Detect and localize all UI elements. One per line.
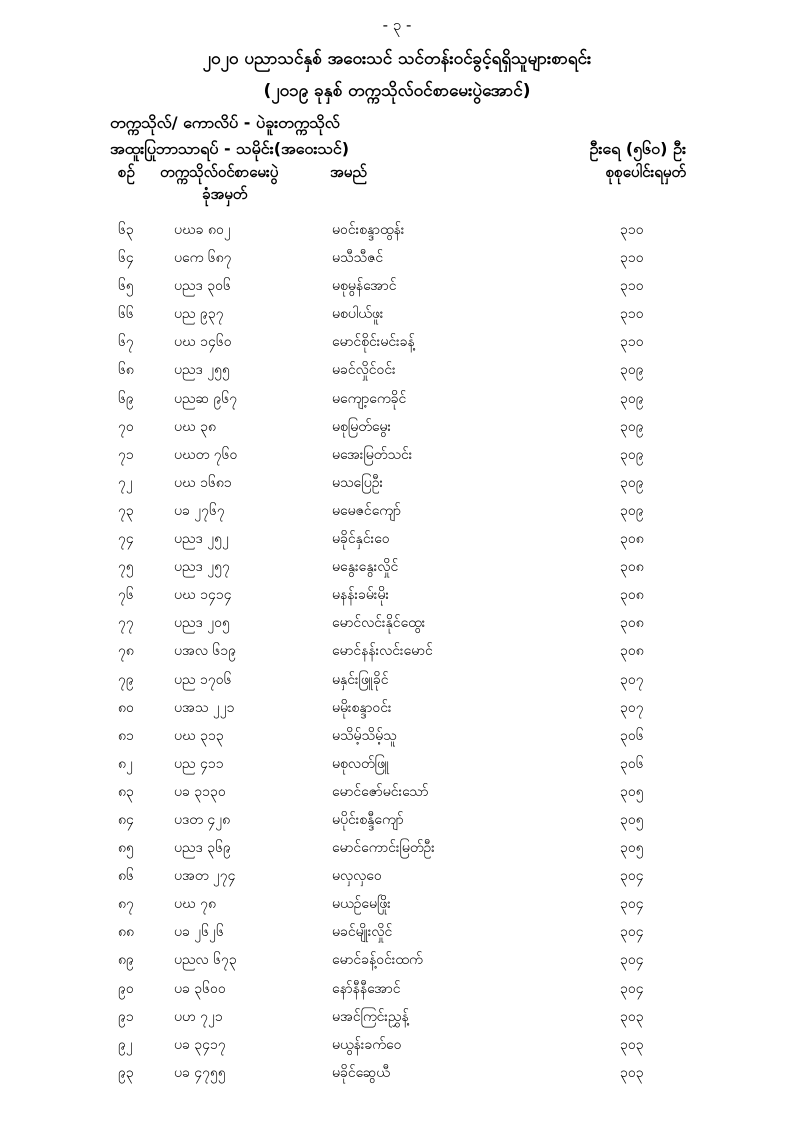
- total-marks: ၃၀၉: [620, 390, 644, 407]
- table-row: [0, 722, 794, 750]
- student-name: မောင်ကောင်းမြတ်ဦး: [332, 840, 435, 857]
- roll-number: ပည ၄၁၁: [174, 755, 224, 772]
- column-header-roll: တက္ကသိုလ်ဝင်စာမေးပွဲ: [160, 163, 279, 181]
- table-row: [0, 609, 794, 637]
- table-row: [0, 244, 794, 272]
- roll-number: ပညဒ ၃၀၆: [174, 278, 231, 295]
- student-name: မစုလတ်ဖြူ: [332, 755, 390, 772]
- column-header-no: စဉ်: [118, 163, 135, 181]
- row-number: ၈၀: [118, 699, 134, 716]
- roll-number: ပဒတ ၄၂၈: [174, 811, 231, 828]
- row-number: ၇၇: [118, 615, 134, 632]
- column-header-roll-sub: ခုံအမှတ်: [202, 185, 248, 203]
- roll-number: ပညဒ ၃၆၉: [174, 840, 231, 857]
- row-number: ၆၇: [118, 334, 134, 351]
- row-number: ၈၈: [118, 924, 134, 941]
- roll-number: ပအသ ၂၂၁: [174, 699, 235, 716]
- student-name: မစပါယ်ဖူး: [332, 306, 384, 323]
- roll-number: ပညဒ ၂၅၇: [174, 559, 230, 576]
- roll-number: ပဃ ၁၄၁၄: [174, 587, 232, 604]
- student-name: မောင်ဇော်မင်းသော်: [332, 783, 429, 800]
- total-marks: ၃၀၉: [620, 446, 644, 463]
- roll-number: ပအလ ၆၁၉: [174, 643, 237, 660]
- total-marks: ၃၀၅: [620, 783, 644, 800]
- row-number: ၆၅: [118, 278, 134, 295]
- total-marks: ၃၁၀: [620, 250, 644, 267]
- roll-number: ပညဒ ၂၀၅: [174, 615, 230, 632]
- table-row: [0, 497, 794, 525]
- row-number: ၇၀: [118, 418, 134, 435]
- row-number: ၈၂: [118, 755, 133, 772]
- total-marks: ၃၀၄: [620, 868, 644, 885]
- row-number: ၈၉: [118, 952, 134, 969]
- table-row: [0, 694, 794, 722]
- row-number: ၇၆: [118, 587, 134, 604]
- student-name: မခိုင်ဆွေယီ: [332, 1064, 390, 1081]
- student-name: မစုမွန်အောင်: [332, 278, 397, 295]
- student-name: မနွေးနွေးလှိုင်: [332, 559, 399, 576]
- total-marks: ၃၀၇: [620, 671, 644, 688]
- student-name: မကျော့ကေခိုင်: [332, 390, 407, 407]
- total-marks: ၃၁၀: [620, 278, 644, 295]
- university-line: တက္ကသိုလ်/ ကောလိပ် - ပဲခူးတက္ကသိုလ်: [110, 113, 340, 132]
- total-marks: ၃၀၄: [620, 980, 644, 997]
- major-line: အထူးပြုဘာသာရပ် - သမိုင်း(အဝေးသင်): [110, 139, 350, 158]
- roll-number: ပဃ ၁၆၈၁: [174, 474, 232, 491]
- table-row: [0, 581, 794, 609]
- table-row: [0, 328, 794, 356]
- total-marks: ၃၀၃: [620, 1008, 644, 1025]
- row-number: ၉၀: [118, 980, 134, 997]
- student-name: မောင်စိုင်းမင်းခန့်: [332, 334, 415, 351]
- roll-number: ပည ၁၇၀၆: [174, 671, 232, 688]
- total-marks: ၃၀၉: [620, 474, 644, 491]
- student-name: မအေးမြတ်သင်း: [332, 446, 413, 463]
- table-row: [0, 469, 794, 497]
- table-row: [0, 975, 794, 1003]
- table-row: [0, 300, 794, 328]
- total-marks: ၃၀၈: [620, 643, 644, 660]
- roll-number: ပခ ၃၆၀၀: [174, 980, 226, 997]
- table-row: [0, 356, 794, 384]
- student-name: မယွန်းခက်ဝေ: [332, 1036, 402, 1053]
- total-marks: ၃၀၆: [620, 727, 644, 744]
- total-marks: ၃၀၃: [620, 1064, 644, 1081]
- student-name: မခင်မျိုးလှိုင်: [332, 924, 393, 941]
- student-name: မသပြေဦး: [332, 474, 384, 491]
- total-marks: ၃၀၇: [620, 699, 644, 716]
- row-number: ၈၅: [118, 840, 134, 857]
- table-row: [0, 890, 794, 918]
- total-marks: ၃၀၄: [620, 924, 644, 941]
- student-name: မပိုင်းစန္ဒီကျော်: [332, 811, 404, 828]
- roll-number: ပခ ၂၇၆၇: [174, 502, 225, 519]
- roll-number: ပခ ၄၇၅၅: [174, 1064, 226, 1081]
- total-marks: ၃၀၅: [620, 811, 644, 828]
- roll-number: ပဃ ၇၈: [174, 896, 216, 913]
- table-row: [0, 216, 794, 244]
- roll-number: ပညဒ ၂၅၂: [174, 531, 229, 548]
- row-number: ၇၅: [118, 559, 134, 576]
- row-number: ၇၃: [118, 502, 134, 519]
- row-number: ၈၄: [118, 811, 134, 828]
- student-name: နော်နီနီအောင်: [332, 980, 401, 997]
- roll-number: ပခ ၃၄၁၇: [174, 1036, 226, 1053]
- total-marks: ၃၀၈: [620, 531, 644, 548]
- row-number: ၈၃: [118, 783, 134, 800]
- roll-number: ပညဒ ၂၅၅: [174, 362, 230, 379]
- student-name: မမေဇင်ကျော်: [332, 502, 401, 519]
- table-row: [0, 413, 794, 441]
- roll-number: ပအတ ၂၇၄: [174, 868, 236, 885]
- row-number: ၇၄: [118, 531, 134, 548]
- row-number: ၉၁: [118, 1008, 134, 1025]
- roll-number: ပဃခ ၈၀၂: [174, 222, 231, 238]
- total-marks: ၃၀၈: [620, 587, 644, 604]
- total-marks: ၃၀၈: [620, 559, 644, 576]
- total-marks: ၃၀၆: [620, 755, 644, 772]
- row-number: ၈၆: [118, 868, 134, 885]
- roll-number: ပဃ ၁၄၆၀: [174, 334, 232, 351]
- roll-number: ပခ ၃၁၃၀: [174, 783, 226, 800]
- total-marks: ၃၀၄: [620, 896, 644, 913]
- student-name: မလှလှဝေ: [332, 868, 382, 885]
- table-row: [0, 862, 794, 890]
- student-name: မသိမ့်သိမ့်သူ: [332, 727, 397, 744]
- student-name: မနန်းခမ်းမိုး: [332, 587, 390, 604]
- student-name: မယဉ်မေဖြိုး: [332, 896, 391, 913]
- student-name: မစုမြတ်မွေး: [332, 418, 392, 435]
- table-row: [0, 385, 794, 413]
- table-row: [0, 1059, 794, 1087]
- total-marks: ၃၀၄: [620, 952, 644, 969]
- table-row: [0, 441, 794, 469]
- table-row: [0, 806, 794, 834]
- page-number: - ၃ -: [382, 16, 412, 34]
- row-number: ၇၉: [118, 671, 134, 688]
- document-title: ၂၀၂၀ ပညာသင်နှစ် အဝေးသင် သင်တန်းဝင်ခွင့်ရရှိသူများစာရင်း: [202, 49, 592, 69]
- student-name: မအင်ကြင်းညွှန့်: [332, 1008, 409, 1025]
- total-marks: ၃၀၅: [620, 840, 644, 857]
- table-row: [0, 750, 794, 778]
- row-number: ၉၂: [118, 1036, 133, 1053]
- row-number: ၈၇: [118, 896, 134, 913]
- row-number: ၆၆: [118, 306, 134, 323]
- total-marks: ၃၀၉: [620, 502, 644, 519]
- row-number: ၆၄: [118, 250, 134, 267]
- roll-number: ပညဆ ၉၆၇: [174, 390, 238, 407]
- roll-number: ပည ၉၃၇: [174, 306, 224, 323]
- roll-number: ပကေ ၆၈၇: [174, 250, 232, 267]
- roll-number: ပဃ ၃၁၃: [174, 727, 224, 744]
- table-row: [0, 666, 794, 694]
- total-count: ဦးရေ (၅၆၀) ဦး: [589, 139, 686, 158]
- row-number: ၆၉: [118, 390, 134, 407]
- table-row: [0, 834, 794, 862]
- student-name: မဝင်းစန္ဒာထွန်း: [332, 222, 405, 238]
- student-name: မခင်လှိုင်ဝင်း: [332, 362, 396, 379]
- student-name: မမိုးစန္ဒာဝင်း: [332, 699, 392, 716]
- student-name: မသီသီဇင်: [332, 250, 384, 267]
- student-name: မခိုင်နှင်းဝေ: [332, 531, 390, 548]
- total-marks: ၃၁၀: [620, 334, 644, 351]
- table-row: [0, 272, 794, 300]
- total-marks: ၃၁၀: [620, 222, 644, 238]
- table-row: [0, 1003, 794, 1031]
- roll-number: ပဃတ ၇၆၀: [174, 446, 238, 463]
- document-subtitle: (၂၀၁၉ ခုနှစ် တက္ကသိုလ်ဝင်စာမေးပွဲအောင်): [263, 81, 531, 101]
- table-row: [0, 918, 794, 946]
- table-row: [0, 637, 794, 665]
- total-marks: ၃၀၉: [620, 418, 644, 435]
- roll-number: ပညလ ၆၇၃: [174, 952, 237, 969]
- row-number: ၉၃: [118, 1064, 134, 1081]
- table-row: [0, 946, 794, 974]
- row-number: ၇၁: [118, 446, 134, 463]
- row-number: ၇၈: [118, 643, 134, 660]
- column-header-name: အမည်: [330, 163, 367, 181]
- roll-number: ပခ ၂၆၂၆: [174, 924, 224, 941]
- row-number: ၈၁: [118, 727, 134, 744]
- row-number: ၇၂: [118, 474, 133, 491]
- student-name: မောင်ခန့်ဝင်းထက်: [332, 952, 423, 969]
- total-marks: ၃၀၉: [620, 362, 644, 379]
- results-table: [0, 216, 794, 1087]
- table-row: [0, 525, 794, 553]
- total-marks: ၃၀၈: [620, 615, 644, 632]
- total-marks: ၃၁၀: [620, 306, 644, 323]
- student-name: မောင်လင်းနိုင်ထွေး: [332, 615, 426, 632]
- roll-number: ပဟ ၇၂၁: [174, 1008, 223, 1025]
- row-number: ၆၈: [118, 362, 134, 379]
- total-marks: ၃၀၃: [620, 1036, 644, 1053]
- row-number: ၆၃: [118, 222, 134, 238]
- student-name: မောင်နန်းလင်းမောင်: [332, 643, 433, 660]
- table-row: [0, 778, 794, 806]
- roll-number: ပဃ ၃၈: [174, 418, 216, 435]
- column-header-marks: စုစုပေါင်းရမှတ်: [605, 163, 686, 181]
- student-name: မနှင်းဖြူခိုင်: [332, 671, 389, 688]
- table-row: [0, 1031, 794, 1059]
- table-row: [0, 553, 794, 581]
